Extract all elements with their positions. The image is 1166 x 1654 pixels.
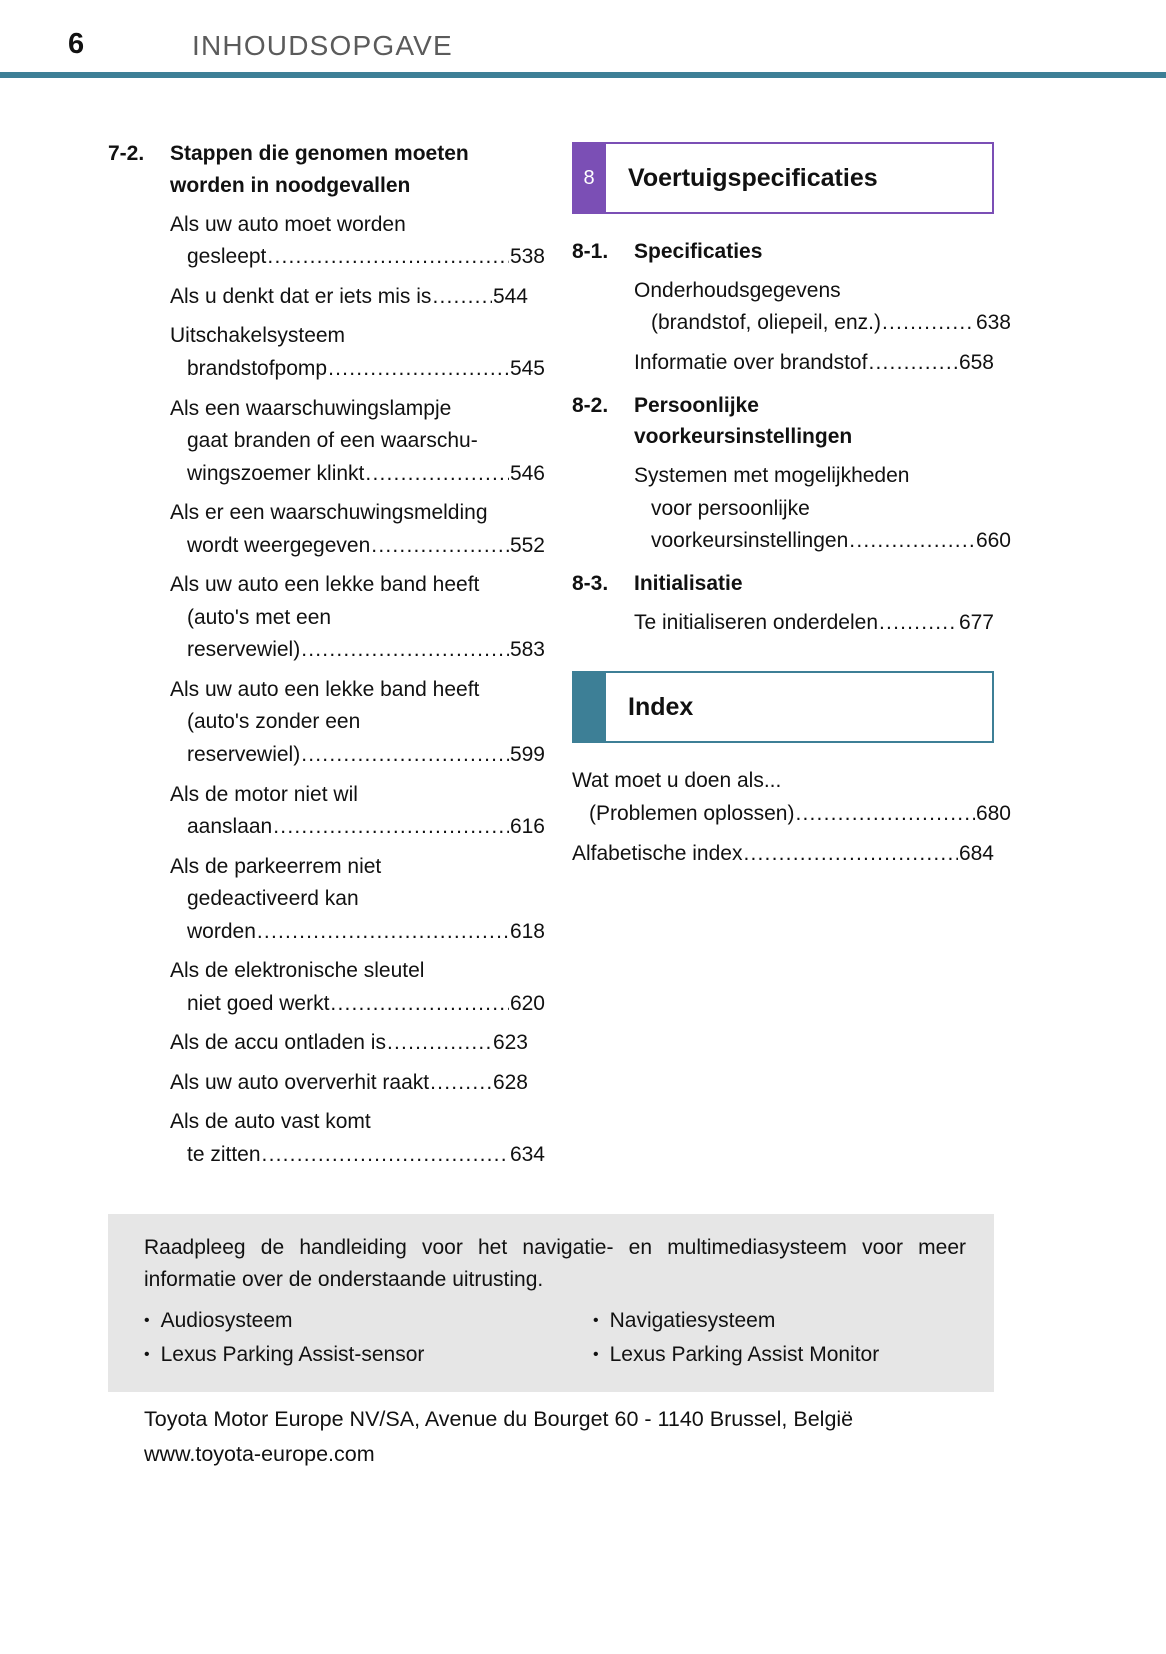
toc-page-number: 684	[958, 841, 994, 865]
list-item-label: Lexus Parking Assist Monitor	[609, 1342, 880, 1366]
toc-entry[interactable]	[170, 779, 545, 844]
toc-entry[interactable]	[170, 497, 545, 562]
toc-leader-dots	[328, 353, 509, 386]
section-title-line2: voorkeursinstellingen	[634, 425, 853, 449]
toc-entry[interactable]	[170, 1027, 528, 1060]
chapter-number-tab: 8	[572, 142, 606, 214]
list-item-label: Navigatiesysteem	[609, 1308, 776, 1332]
note-paragraph: Raadpleeg de handleiding voor het navigatie- en multimediasysteem voor meer informatie over de onderstaande uitrusting.	[144, 1236, 966, 1291]
toc-entry-text: gedeactiveerd kan	[187, 887, 359, 911]
note-box	[108, 1214, 994, 1392]
toc-entry-text: (Problemen oplossen)	[589, 802, 795, 825]
toc-leader-dots	[262, 1139, 509, 1172]
list-item-label: Audiosysteem	[160, 1308, 293, 1332]
chapter-name: Voertuigspecificaties	[628, 163, 878, 192]
toc-page-number: 538	[509, 245, 545, 269]
toc-entry-text: voorkeursinstellingen	[651, 529, 849, 553]
section-title	[634, 390, 994, 454]
index-accent-tab	[572, 671, 606, 743]
toc-entry-text: (auto's zonder een	[187, 710, 361, 734]
section-heading-8-1	[572, 236, 994, 268]
toc-entry-text: Als de parkeerrem niet	[170, 854, 382, 878]
footer-website[interactable]: www.toyota-europe.com	[144, 1441, 375, 1466]
toc-leader-dots	[882, 307, 975, 340]
toc-entry-text: gesleept	[187, 245, 267, 269]
bullet-icon: •	[593, 1311, 599, 1329]
toc-leader-dots	[879, 607, 958, 640]
toc-entry-text: wordt weergegeven	[187, 533, 371, 557]
page-title: INHOUDSOPGAVE	[192, 30, 453, 61]
toc-leader-dots	[743, 838, 958, 871]
toc-entry-text: Te initialiseren onderdelen	[634, 610, 878, 634]
note-bullet-lists	[144, 1304, 966, 1372]
toc-entry-text: Als de motor niet wil	[170, 782, 358, 806]
index-banner-body	[606, 671, 994, 743]
toc-page-number: 623	[492, 1031, 528, 1055]
toc-leader-dots	[795, 798, 975, 831]
toc-entry-text: Als uw auto moet worden	[170, 212, 406, 236]
page-header	[0, 0, 1166, 78]
toc-entry-text: Als uw auto oververhit raakt	[170, 1070, 430, 1094]
page-number: 6	[68, 28, 85, 60]
toc-page-number: 599	[509, 743, 545, 767]
toc-entry[interactable]	[170, 1106, 545, 1171]
toc-page-number: 545	[509, 357, 545, 380]
toc-entry-text: Als een waarschuwingslampje	[170, 396, 452, 420]
toc-leader-dots	[330, 988, 509, 1021]
toc-page-number: 677	[958, 610, 994, 634]
toc-page-number: 628	[492, 1070, 528, 1094]
toc-leader-dots	[365, 458, 509, 491]
toc-entry[interactable]	[170, 209, 545, 274]
toc-entry[interactable]	[634, 275, 1011, 340]
toc-leader-dots	[267, 241, 509, 274]
toc-leader-dots	[371, 530, 509, 563]
toc-entry-text: reservewiel)	[187, 743, 301, 767]
toc-leader-dots	[257, 916, 509, 949]
toc-page-number: 660	[975, 529, 1011, 553]
toc-entry-text: Systemen met mogelijkheden	[634, 464, 910, 488]
toc-entry-text: niet goed werkt	[187, 991, 330, 1015]
toc-page-number: 638	[975, 311, 1011, 335]
toc-leader-dots	[430, 1067, 492, 1100]
toc-entry-text: Als uw auto een lekke band heeft	[170, 677, 480, 701]
toc-entry-text: (auto's met een	[187, 605, 332, 629]
header-divider	[0, 72, 1166, 78]
toc-entry-text: worden	[187, 919, 256, 943]
toc-entry-text: Als de elektronische sleutel	[170, 959, 425, 983]
toc-entry[interactable]	[170, 674, 545, 772]
index-banner[interactable]	[572, 671, 994, 743]
note-list-right	[555, 1304, 966, 1372]
toc-page-number: 658	[958, 351, 994, 374]
toc-entry[interactable]	[170, 569, 545, 667]
list-item	[593, 1304, 966, 1338]
toc-leader-dots	[868, 347, 958, 380]
list-item	[144, 1338, 555, 1372]
section-number: 8-1.	[572, 240, 609, 263]
toc-leader-dots	[301, 739, 509, 772]
section-number: 8-2.	[572, 393, 609, 417]
toc-right-column	[572, 138, 1011, 870]
toc-page-number: 620	[509, 991, 545, 1015]
toc-entry-text: Uitschakelsysteem	[170, 324, 346, 348]
toc-leader-dots	[301, 634, 509, 667]
chapter-banner-8[interactable]	[572, 142, 994, 214]
bullet-icon: •	[144, 1345, 150, 1363]
toc-entry[interactable]	[170, 1067, 528, 1100]
toc-entry-text: Als uw auto een lekke band heeft	[170, 573, 480, 597]
section-number: 7-2.	[108, 142, 145, 165]
toc-entry-text: aanslaan	[187, 815, 273, 839]
section-number: 8-3.	[572, 572, 609, 595]
toc-entry[interactable]	[572, 765, 1011, 830]
toc-page-number: 618	[509, 919, 545, 943]
toc-entry[interactable]	[634, 607, 994, 640]
toc-page-number: 616	[509, 815, 545, 839]
toc-entry-text: (brandstof, oliepeil, enz.)	[651, 311, 881, 335]
toc-entry-text: Als u denkt dat er iets mis is	[170, 284, 432, 308]
toc-left-column	[108, 138, 545, 1172]
toc-entry-text: Wat moet u doen als...	[572, 769, 782, 793]
index-name: Index	[628, 692, 694, 721]
toc-leader-dots	[273, 811, 509, 844]
note-list-left	[144, 1304, 555, 1372]
section-heading-8-3	[572, 568, 994, 600]
toc-entry[interactable]	[170, 281, 528, 314]
toc-page-number: 680	[975, 802, 1011, 825]
section-title	[170, 138, 528, 202]
toc-entry-text: Als de auto vast komt	[170, 1110, 371, 1134]
toc-entry-text: Informatie over brandstof	[634, 351, 868, 374]
section-heading-7-2	[108, 138, 528, 202]
toc-entry-text: reservewiel)	[187, 638, 301, 662]
list-item	[144, 1304, 555, 1338]
toc-entry-text: voor persoonlijke	[651, 496, 810, 520]
toc-entry-text: gaat branden of een waarschu-	[187, 429, 478, 453]
section-heading-8-2	[572, 390, 994, 454]
section-title-line2: worden in noodgevallen	[170, 173, 411, 197]
toc-leader-dots	[387, 1027, 492, 1060]
section-title: Initialisatie	[634, 572, 743, 595]
section-title: Specificaties	[634, 240, 763, 263]
toc-page-number: 552	[509, 533, 545, 557]
toc-entry-text: brandstofpomp	[187, 357, 328, 380]
section-title-line1: Stappen die genomen moeten	[170, 142, 469, 165]
bullet-icon: •	[593, 1345, 599, 1363]
list-item-label: Lexus Parking Assist-sensor	[160, 1342, 425, 1366]
toc-page-number: 583	[509, 638, 545, 662]
toc-entry-text: wingszoemer klinkt	[187, 461, 365, 485]
toc-entry[interactable]	[170, 851, 545, 949]
toc-entry-text: Onderhoudsgegevens	[634, 278, 841, 302]
toc-entry-text: te zitten	[187, 1143, 261, 1167]
toc-leader-dots	[849, 525, 975, 558]
toc-page-number: 546	[509, 461, 545, 485]
toc-entry-text: Alfabetische index	[572, 841, 743, 865]
chapter-banner-body	[606, 142, 994, 214]
toc-leader-dots	[432, 281, 492, 314]
toc-entry[interactable]	[170, 320, 545, 385]
section-title-line1: Persoonlijke	[634, 393, 759, 417]
bullet-icon: •	[144, 1311, 150, 1329]
footer-address: Toyota Motor Europe NV/SA, Avenue du Bourget 60 - 1140 Brussel, België	[144, 1407, 854, 1431]
toc-entry[interactable]	[170, 955, 545, 1020]
toc-entry[interactable]	[170, 393, 545, 491]
toc-entry[interactable]	[572, 838, 994, 871]
toc-page-number: 634	[509, 1143, 545, 1167]
toc-page-number: 544	[492, 284, 528, 308]
toc-entry[interactable]	[634, 347, 994, 380]
toc-entry-text: Als er een waarschuwingsmelding	[170, 501, 488, 525]
toc-entry-text: Als de accu ontladen is	[170, 1031, 386, 1055]
toc-entry[interactable]	[634, 460, 1011, 558]
footer	[144, 1402, 1044, 1472]
list-item	[593, 1338, 966, 1372]
